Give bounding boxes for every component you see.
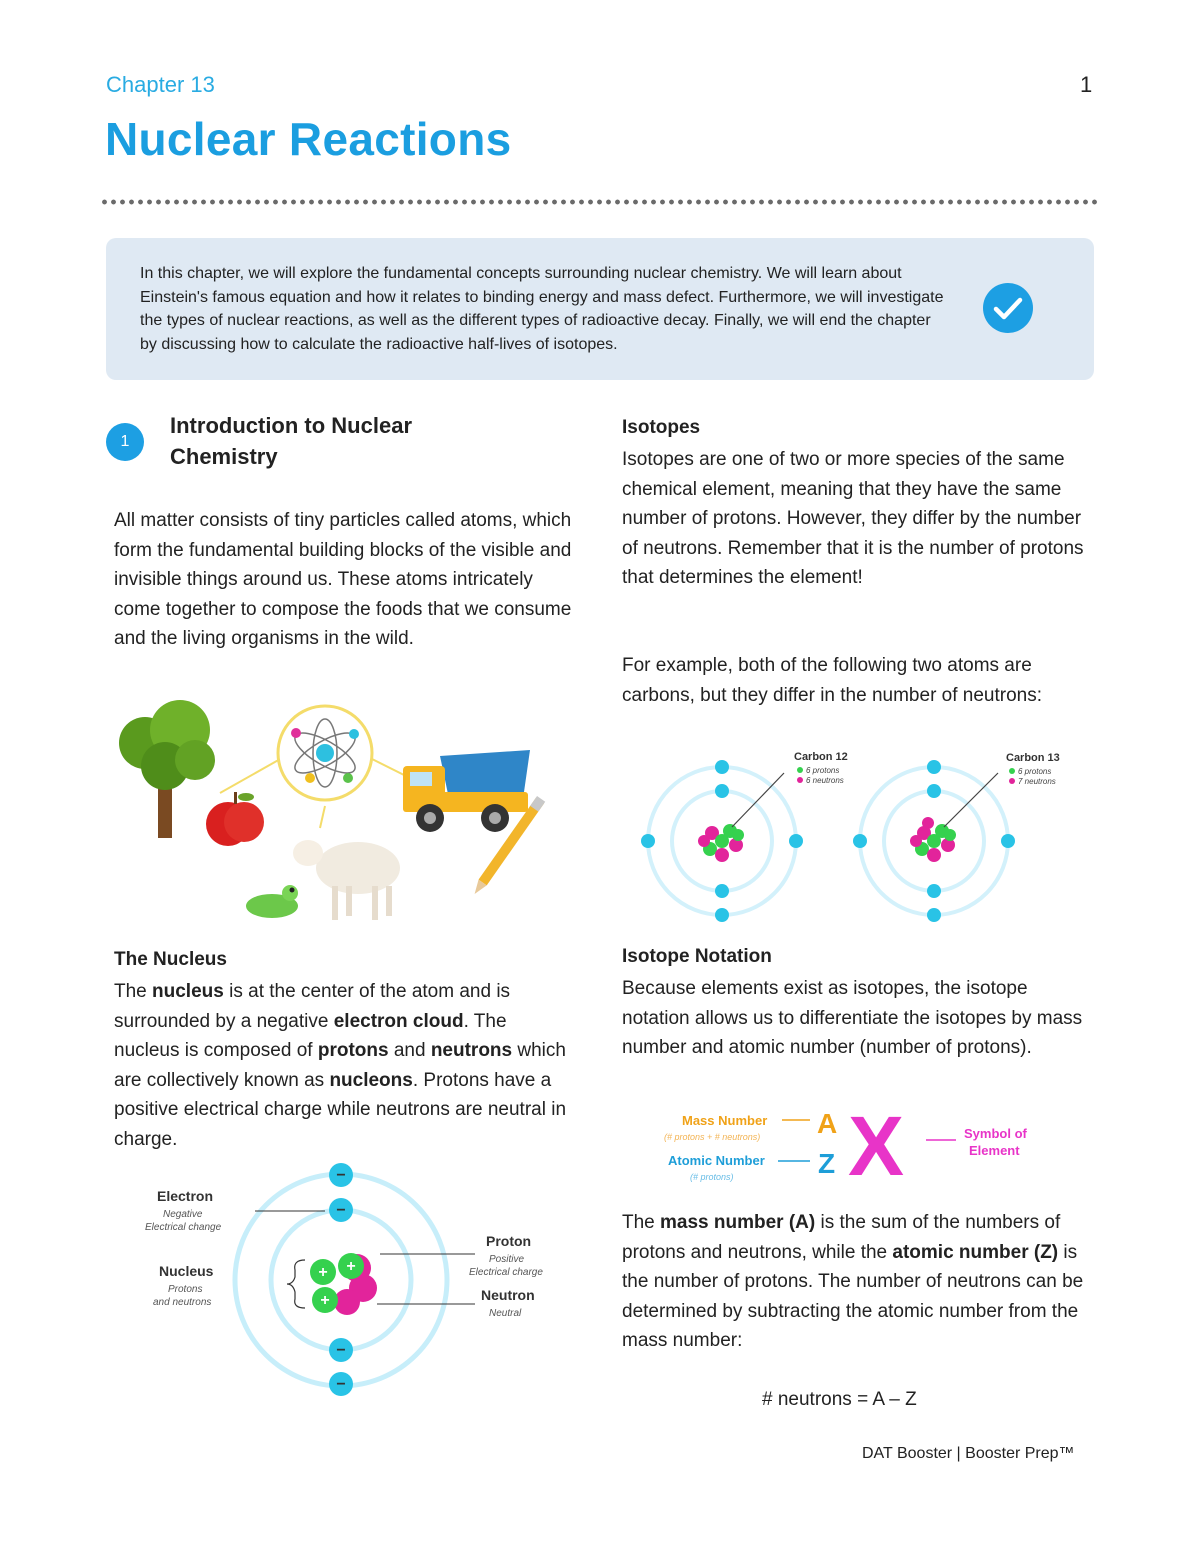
- text-run: . Protons have a positive electrical charge while neutrons are neutral in charge.: [114, 1069, 567, 1150]
- notation-paragraph: Because elements exist as isotopes, the isotope notation allows us to differentiate the isotopes by mass number and atomic number (number of protons).: [622, 978, 1083, 1058]
- plus-sign: +: [320, 1292, 330, 1309]
- nucleus-sub-label: Protons: [168, 1284, 203, 1295]
- plus-sign: +: [346, 1258, 356, 1275]
- proton-legend-dot: [797, 767, 803, 773]
- atomic-number-sub: (# protons): [690, 1172, 734, 1182]
- text-run: is the number of protons. The number of neutrons can be determined by subtracting the atomic number from the mass number:: [622, 1241, 1084, 1351]
- text-run: is the sum of the numbers of protons and neutrons, while the: [622, 1212, 1061, 1263]
- nucleus-cluster: [310, 1253, 377, 1315]
- nucleus-paragraph: [114, 977, 576, 1154]
- carbon-isotopes-diagram: [636, 745, 1076, 927]
- term-atomic-number: atomic number (Z): [892, 1241, 1059, 1263]
- symbol-label: Element: [969, 1143, 1020, 1158]
- dotted-divider: [100, 199, 1100, 205]
- isotope-notation-diagram: [660, 1100, 1060, 1188]
- minus-sign: −: [336, 1167, 346, 1184]
- proton-sub-label: Positive: [489, 1254, 525, 1265]
- nucleus-brace: [287, 1260, 305, 1308]
- intro-text: In this chapter, we will explore the fundamental concepts surrounding nuclear chemistry. We will learn about Einstein's famous equation and how it relates to binding energy and mass defect. Furthermore, we will investigate the types of nuclear reactions, as well as the different types of radioactive decay. Finally, we will end the chapter by discussing how to calculate the radioactive half-lives of isotopes.: [140, 265, 944, 353]
- electron-sub-label: Electrical change: [145, 1222, 222, 1233]
- text-run: . The nucleus is composed of: [114, 1010, 507, 1061]
- term-mass-number: mass number (A): [660, 1212, 816, 1233]
- section-title-line2: Chemistry: [170, 444, 278, 469]
- text-run: is at the center of the atom and is surrounded by a negative: [114, 981, 511, 1032]
- atom-structure-diagram: [135, 1162, 555, 1402]
- atomic-number-label: Atomic Number: [668, 1153, 765, 1168]
- section-title-line1: Introduction to Nuclear: [170, 413, 412, 438]
- mass-number-label: Mass Number: [682, 1113, 768, 1128]
- page-title: Nuclear Reactions: [105, 113, 512, 165]
- carbon-13-neutrons: 7 neutrons: [1018, 777, 1056, 786]
- text-run: The: [622, 1212, 661, 1233]
- atomic-number-symbol: Z: [818, 1148, 836, 1179]
- symbol-label: Symbol of: [964, 1126, 1027, 1141]
- element-symbol: X: [848, 1100, 905, 1188]
- term-nucleus: nucleus: [152, 981, 224, 1002]
- nucleus-heading: The Nucleus: [114, 949, 227, 970]
- text-run: The: [114, 981, 153, 1002]
- page-number: 1: [1080, 72, 1093, 97]
- neutron-legend-dot: [797, 777, 803, 783]
- section-number-badge: 1: [106, 423, 144, 461]
- sheep-icon: [293, 840, 400, 920]
- proton-sub-label: Electrical charge: [469, 1267, 543, 1278]
- neutron-equation: # neutrons = A – Z: [762, 1389, 917, 1410]
- neutron-label: Neutron: [481, 1287, 535, 1303]
- atom-icon: [278, 706, 372, 800]
- carbon-13-protons: 6 protons: [1018, 767, 1052, 776]
- nucleus-sub-label: and neutrons: [153, 1297, 212, 1308]
- electron-sub-label: Negative: [163, 1209, 203, 1220]
- intro-paragraph: All matter consists of tiny particles called atoms, which form the fundamental building blocks of the visible and invisible things around us. These atoms intricately come together to compose the foods that we consume and the living organisms in the wild.: [114, 510, 572, 649]
- carbon-13-title: Carbon 13: [1006, 752, 1060, 764]
- minus-sign: −: [336, 1342, 346, 1359]
- truck-icon: [403, 750, 530, 832]
- minus-sign: −: [336, 1202, 346, 1219]
- electron-label: Electron: [157, 1188, 214, 1204]
- example-paragraph: For example, both of the following two atoms are carbons, but they differ in the number of neutrons:: [622, 655, 1043, 706]
- proton-legend-dot: [1009, 768, 1015, 774]
- mass-number-symbol: A: [817, 1108, 838, 1139]
- plus-sign: +: [318, 1264, 328, 1281]
- carbon-12-protons: 6 protons: [806, 766, 840, 775]
- isotopes-paragraph: Isotopes are one of two or more species of the same chemical element, meaning that they have the same number of protons. However, they differ by the number of neutrons. Remember that it is the number of protons that determines the element!: [622, 449, 1084, 588]
- checkmark-icon: [983, 283, 1033, 333]
- mass-number-sub: (# protons + # neutrons): [664, 1132, 761, 1142]
- frog-icon: [246, 885, 298, 918]
- carbon-13-atom: [853, 760, 1015, 922]
- mass-number-paragraph: [622, 1208, 1092, 1356]
- term-nucleons: nucleons: [329, 1069, 413, 1091]
- carbon-12-neutrons: 6 neutrons: [806, 776, 844, 785]
- footer-brand: DAT Booster | Booster Prep™: [862, 1445, 1075, 1462]
- term-electron-cloud: electron cloud: [333, 1010, 464, 1032]
- matter-illustration: [110, 688, 560, 928]
- apple-icon: [206, 792, 264, 846]
- neutron-legend-dot: [1009, 778, 1015, 784]
- isotopes-heading: Isotopes: [622, 417, 701, 438]
- text-run: and: [388, 1040, 431, 1061]
- tree-icon: [119, 700, 215, 838]
- proton-label: Proton: [486, 1233, 532, 1249]
- inner-shell: [271, 1210, 411, 1350]
- term-neutrons: neutrons: [430, 1040, 513, 1061]
- neutron-sub-label: Neutral: [489, 1308, 522, 1319]
- text-run: which are collectively known as: [114, 1040, 566, 1091]
- section-title: [170, 410, 500, 472]
- minus-sign: −: [336, 1376, 346, 1393]
- chapter-label: Chapter 13: [106, 72, 215, 97]
- carbon-12-title: Carbon 12: [794, 751, 848, 763]
- carbon-12-atom: [641, 760, 803, 922]
- isotope-notation-heading: Isotope Notation: [622, 946, 772, 967]
- nucleus-label: Nucleus: [159, 1263, 214, 1279]
- term-protons: protons: [317, 1040, 389, 1061]
